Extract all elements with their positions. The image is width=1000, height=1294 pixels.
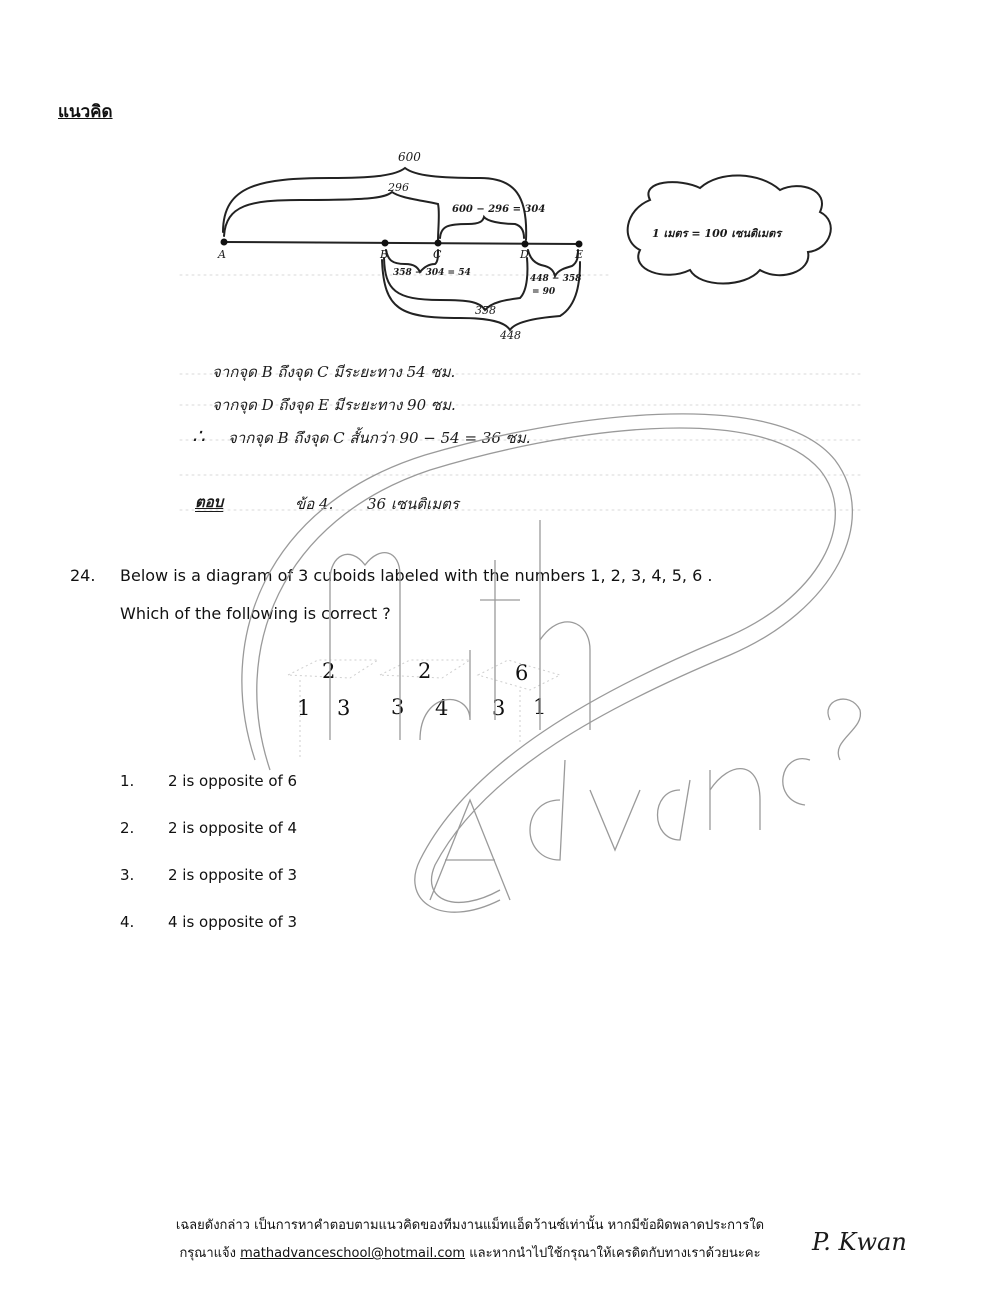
cuboid-2-right: 4 [435,696,449,720]
label-90-calc-1: 448 − 358 [530,274,582,284]
label-358: 358 [475,304,496,317]
solution-line-3: จากจุด B ถึงจุด C สั้นกว่า 90 − 54 = 36 ซม. [228,429,531,447]
choice-4-number: 4. [120,913,135,931]
answer-choice: ข้อ 4. [295,495,334,513]
label-90-calc-2: = 90 [532,287,556,297]
question-text-line-1: Below is a diagram of 3 cuboids labeled with the numbers 1, 2, 3, 4, 5, 6 . [120,566,713,585]
cuboid-3-left: 3 [492,696,506,720]
choice-3-number: 3. [120,866,135,884]
label-296: 296 [388,181,409,194]
cloud-note: 1 เมตร = 100 เซนติเมตร [652,227,782,240]
label-448: 448 [500,329,521,342]
choice-4-text: 4 is opposite of 3 [168,913,298,931]
choice-2-text: 2 is opposite of 4 [168,819,298,837]
point-b: B [380,248,389,261]
choice-1-number: 1. [120,772,135,790]
point-c: C [433,248,442,261]
cuboid-1-right: 3 [337,696,351,720]
point-d: D [520,248,529,261]
contact-email-link[interactable]: mathadvanceschool@hotmail.com [240,1246,466,1261]
footer-disclaimer: เฉลยดังกล่าว เป็นการหาคำตอบตามแนวคิดของทีมงานแม็ทแอ็ดว้านซ์เท่านั้น หากมีข้อผิดพลาดประการใด [175,1218,765,1233]
solution-line-2: จากจุด D ถึงจุด E มีระยะทาง 90 ซม. [212,396,456,414]
footer-contact [0,1242,940,1263]
cuboid-3-top: 6 [515,661,529,685]
answer-label: ตอบ [195,493,224,511]
solution-line-1: จากจุด B ถึงจุด C มีระยะทาง 54 ซม. [212,363,456,381]
question-number: 24. [70,566,96,585]
choice-1-text: 2 is opposite of 6 [168,772,298,790]
question-text-line-2: Which of the following is correct ? [120,604,391,623]
signature: P. Kwan [812,1228,907,1256]
cuboid-1-left: 1 [297,696,311,720]
cuboid-2-top: 2 [418,659,432,683]
footer-contact-suffix: และหากนำไปใช้กรุณาให้เครดิตกับทางเราด้วยนะคะ [465,1246,761,1261]
choice-3-text: 2 is opposite of 3 [168,866,298,884]
cuboid-2-left: 3 [391,695,405,719]
label-54-calc: 358 − 304 = 54 [393,268,471,278]
cuboid-1-top: 2 [322,659,336,683]
label-600: 600 [398,150,421,164]
label-304-calc: 600 − 296 = 304 [452,204,546,215]
section-heading: แนวคิด [58,102,113,122]
cuboid-3-right: 1 [533,695,547,719]
point-e: E [575,248,584,261]
choice-2-number: 2. [120,819,135,837]
therefore-symbol: ∴ [192,424,205,448]
answer-value: 36 เซนติเมตร [367,495,459,513]
footer-contact-prefix: กรุณาแจ้ง [179,1246,241,1261]
point-a: A [218,248,226,261]
